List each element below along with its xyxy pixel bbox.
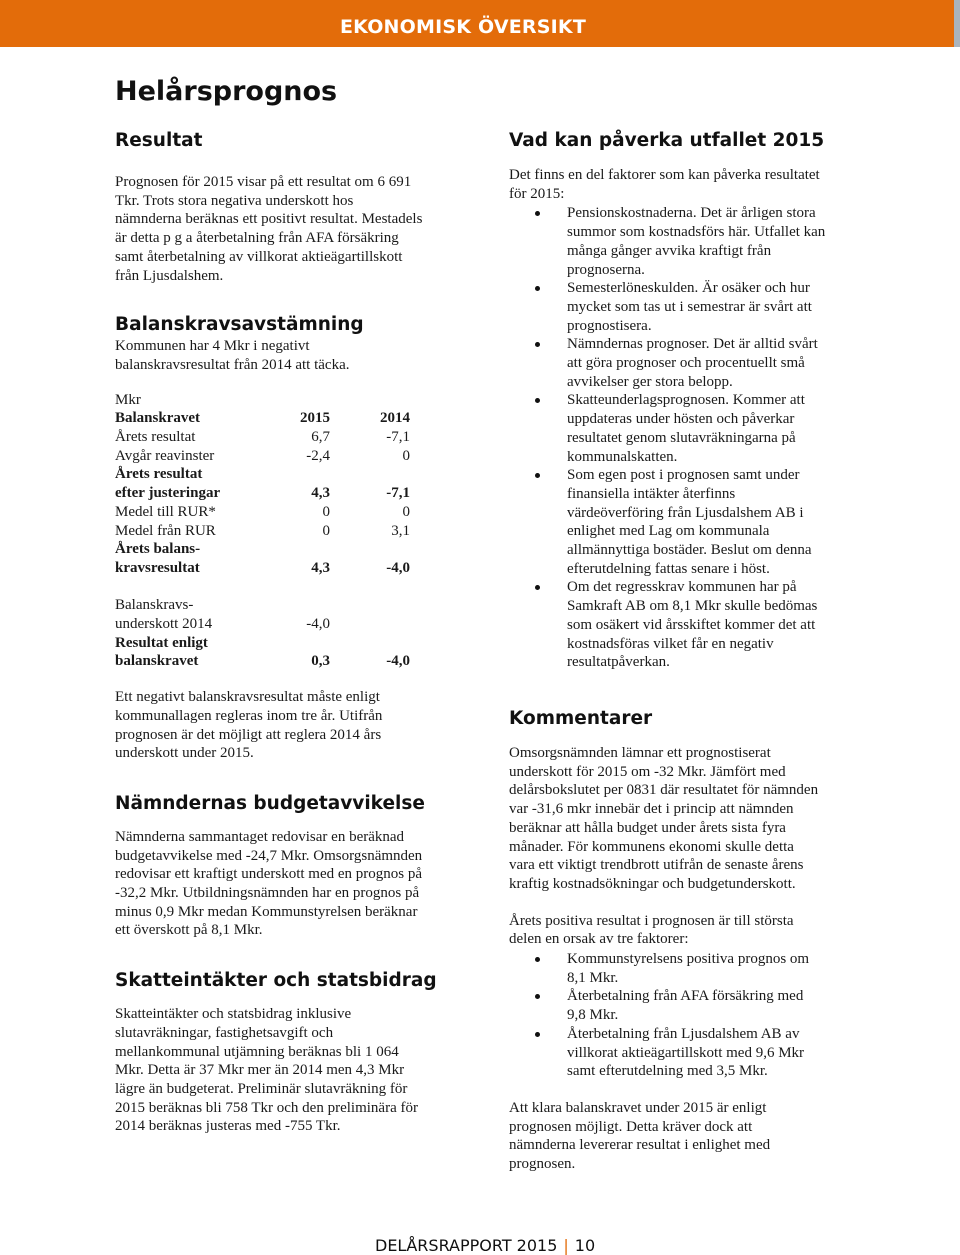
table-row	[115, 634, 410, 653]
text-line: 2014 beräknas justeras med -755 Tkr.	[115, 1118, 341, 1135]
table-row	[115, 447, 410, 466]
list-item-line: mycket som tas ut i semestrar är svårt att	[567, 298, 812, 315]
value-2014: -4,0	[386, 653, 410, 670]
value-2014: 2014	[380, 410, 410, 427]
after-table-text	[115, 688, 460, 763]
value-2015	[285, 596, 330, 615]
value-2014: -4,0	[386, 559, 410, 576]
value-2014	[330, 540, 410, 559]
list-item-line: Som egen post i prognosen samt under	[567, 467, 800, 484]
text-line: Att klara balanskravet under 2015 är enligt	[509, 1099, 767, 1116]
text-line: Skatteintäkter och statsbidrag inklusive	[115, 1006, 352, 1023]
text-line: beräknar att hålla budget under årets sista fyra	[509, 819, 786, 836]
list-item-line: Nämndernas prognoser. Det är alltid svårt	[567, 336, 818, 353]
bullet-icon	[535, 1032, 540, 1037]
row-label: Medel till RUR*	[115, 503, 216, 520]
list-item-line: Om det regresskrav kommunen har på	[567, 579, 797, 596]
row-label: underskott 2014	[115, 616, 213, 633]
bullet-icon	[535, 398, 540, 403]
list-item-line: Kommunstyrelsens positiva prognos om	[567, 951, 810, 968]
value-2014: -7,1	[386, 429, 410, 446]
value-2014	[330, 634, 410, 653]
table-row	[115, 465, 410, 484]
text-line: kraftig kostnadsökningar och budgetunderskott.	[509, 875, 796, 892]
text-line: lägre än budgeterat. Preliminär slutavräkning för	[115, 1081, 408, 1097]
list-item-line: Pensionskostnaderna. Det är årligen stora	[567, 205, 816, 222]
list-item-line: 8,1 Mkr.	[567, 969, 619, 986]
row-label: Årets resultat	[115, 466, 203, 483]
table-row	[115, 578, 410, 597]
row-label	[115, 578, 285, 597]
value-2015	[285, 578, 330, 597]
list-item-line: Återbetalning från Ljusdalshem AB av	[567, 1025, 800, 1042]
text-line: 2015 beräknas bli 758 Tkr och den preliminära för	[115, 1099, 418, 1116]
text-line: Tkr. Trots stora negativa underskott hos	[115, 192, 354, 209]
list-item-line: Skatteunderlagsprognosen. Kommer att	[567, 392, 805, 409]
row-label: Resultat enligt	[115, 634, 208, 651]
kommentarer-heading: Kommentarer	[509, 707, 653, 729]
list-item-line: kommunalskatten.	[567, 448, 678, 465]
left-column	[115, 130, 460, 1136]
list-item-line: summor som kostnadsförs här. Utfallet kan	[567, 224, 826, 241]
text-line: prognosen är det möjligt att reglera 2014 års	[115, 726, 382, 743]
value-2015: -4,0	[306, 616, 330, 633]
text-line: prognosen.	[509, 1156, 576, 1173]
text-line: var -31,6 mkr innebär det i princip att nämnden	[509, 801, 794, 818]
text-line: slutavräkningar, fastighetsavgift och	[115, 1024, 334, 1041]
resultat-heading: Resultat	[115, 130, 203, 151]
row-label: kravsresultat	[115, 559, 200, 576]
value-2014: -7,1	[386, 485, 410, 502]
text-line: nämnderna levererar resultat i enlighet med	[509, 1137, 771, 1154]
list-item	[509, 466, 854, 578]
row-label: Medel från RUR	[115, 522, 216, 539]
table-row	[115, 522, 410, 541]
text-line: Kommunen har 4 Mkr i negativt	[115, 338, 310, 355]
skatt-heading: Skatteintäkter och statsbidrag	[115, 970, 437, 992]
text-line: från Ljusdalshem.	[115, 267, 224, 284]
list-item-line: avvikelser ger stora belopp.	[567, 373, 733, 390]
kommentarer-para2	[509, 912, 854, 949]
table-row	[115, 615, 410, 634]
list-item-line: kostnadsföras vilket får en negativ	[567, 635, 774, 652]
list-item-line: prognostisera.	[567, 317, 652, 334]
text-line: delårsbokslutet per 0831 där resultatet för nämnden	[509, 782, 819, 799]
text-line: ett överskott på 8,1 Mkr.	[115, 922, 263, 939]
value-2014	[330, 465, 410, 484]
row-label: Balanskravs-	[115, 597, 194, 614]
row-label: efter justeringar	[115, 485, 221, 502]
row-label: Avgår reavinster	[115, 447, 215, 464]
resultat-text	[115, 173, 460, 285]
text-line: mellankommunal utjämning beräknas bli 1 064	[115, 1043, 399, 1060]
list-item	[509, 987, 854, 1024]
list-item-line: många gånger avvika kraftigt från	[567, 242, 772, 259]
row-label: Årets balans-	[115, 541, 201, 558]
text-line: Det finns en del faktorer som kan påverka resultatet	[509, 167, 820, 183]
text-line: kommunallagen regleras inom tre år. Utifrån	[115, 707, 383, 724]
text-line: Mkr. Detta är 37 Mkr mer än 2014 men 4,3 Mkr	[115, 1062, 405, 1079]
text-line: minus 0,9 Mkr medan Kommunstyrelsen beräknar	[115, 903, 418, 920]
table-row	[115, 503, 410, 522]
list-item	[509, 1025, 854, 1081]
list-item-line: som osäkert vid årsskiftet kommer det att	[567, 616, 816, 633]
value-2015: 0,3	[311, 653, 330, 670]
value-2015: 0	[322, 503, 330, 520]
text-line: Nämnderna sammantaget redovisar en beräknad	[115, 828, 405, 845]
value-2015: 6,7	[311, 429, 330, 446]
bullet-icon	[535, 473, 540, 478]
list-item	[509, 950, 854, 987]
value-2015: 2015	[300, 410, 330, 427]
row-label: Balanskravet	[115, 410, 201, 427]
text-line: underskott för 2015 om -32 Mkr. Jämfört med	[509, 763, 786, 780]
table-row	[115, 409, 410, 428]
table-row	[115, 652, 410, 671]
text-line: samt återbetalning av villkorat aktieägartillskott	[115, 248, 403, 265]
balans-table-block	[115, 391, 460, 672]
list-item-line: samt efterutdelning med 3,5 Mkr.	[567, 1063, 768, 1080]
bullet-icon	[535, 342, 540, 347]
list-item-line: allmännyttiga bostäder. Beslut om denna	[567, 542, 812, 559]
value-2014	[330, 596, 410, 615]
bullet-icon	[535, 211, 540, 216]
text-line: redovisar ett kraftigt underskott med en prognos på	[115, 866, 423, 883]
value-2015: 4,3	[311, 559, 330, 576]
list-item-line: efterutdelning fattas senare i höst.	[567, 560, 770, 577]
text-line: underskott under 2015.	[115, 745, 254, 762]
table-unit: Mkr	[115, 391, 141, 408]
page-title: Helårsprognos	[115, 76, 338, 107]
value-2015	[285, 634, 330, 653]
text-line: månader. För kommunens ekonomi skulle detta	[509, 838, 794, 855]
namnd-text	[115, 828, 460, 940]
text-line: Ett negativt balanskravsresultat måste enligt	[115, 689, 380, 706]
bullet-icon	[535, 286, 540, 291]
balans-text	[115, 337, 460, 374]
value-2014: 0	[402, 447, 410, 464]
section-title: EKONOMISK ÖVERSIKT	[339, 16, 586, 38]
paverka-heading: Vad kan påverka utfallet 2015	[509, 130, 825, 151]
text-line: -32,2 Mkr. Utbildningsnämnden har en prognos på	[115, 885, 420, 902]
right-column	[509, 130, 854, 1174]
paverka-list	[509, 204, 854, 672]
list-item-line: uppdateras under hösten och påverkar	[567, 411, 795, 428]
text-line: delen en orsak av tre faktorer:	[509, 931, 689, 948]
value-2015: 0	[322, 522, 330, 539]
value-2015	[285, 465, 330, 484]
list-item	[509, 391, 854, 466]
list-item-line: Samkraft AB om 8,1 Mkr skulle bedömas	[567, 598, 818, 615]
namnd-heading: Nämndernas budgetavvikelse	[115, 792, 425, 814]
list-item-line: att göra prognoser och procentuellt små	[567, 355, 805, 372]
list-item-line: 9,8 Mkr.	[567, 1007, 619, 1024]
value-2014: 0	[402, 503, 410, 520]
kommentarer-para1	[509, 744, 854, 894]
list-item-line: enlighet med Lag om kommunala	[567, 523, 770, 540]
table-row	[115, 428, 410, 447]
paverka-intro	[509, 166, 854, 203]
value-2015	[285, 540, 330, 559]
text-line: vara ett viktigt trendbrott utifrån de senaste årens	[509, 857, 804, 874]
list-item	[509, 279, 854, 335]
header-edge	[954, 0, 960, 47]
list-item	[509, 335, 854, 391]
table-row	[115, 596, 410, 615]
value-2014: 3,1	[391, 522, 410, 539]
table-row	[115, 559, 410, 578]
list-item-line: Återbetalning från AFA försäkring med	[567, 988, 804, 1005]
kommentarer-list	[509, 950, 854, 1081]
text-line: Omsorgsnämnden lämnar ett prognostiserat	[509, 744, 771, 761]
text-line: Prognosen för 2015 visar på ett resultat om 6 691	[115, 174, 412, 190]
list-item-line: resultatet genom slutavräkningarna på	[567, 429, 796, 446]
text-line: budgetavvikelse med -24,7 Mkr. Omsorgsnämnden	[115, 847, 423, 864]
list-item-line: Semesterlöneskulden. Är osäker och hur	[567, 280, 810, 297]
kommentarer-para3	[509, 1099, 854, 1174]
balans-heading: Balanskravsavstämning	[115, 314, 364, 336]
footer-separator: |	[563, 1236, 569, 1255]
list-item-line: prognoserna.	[567, 261, 645, 278]
text-line: Årets positiva resultat i prognosen är till största	[509, 912, 794, 929]
value-2015: -2,4	[306, 447, 330, 464]
text-line: är detta p g a återbetalning från AFA försäkring	[115, 230, 399, 247]
value-2015: 4,3	[311, 485, 330, 502]
list-item-line: värdeöverföring från Ljusdalshem AB i	[567, 504, 804, 521]
table-row	[115, 540, 410, 559]
bullet-icon	[535, 957, 540, 962]
value-2014	[330, 578, 410, 597]
list-item	[509, 204, 854, 279]
page-number: 10	[574, 1236, 596, 1255]
table-row	[115, 484, 410, 503]
footer-label: DELÅRSRAPPORT 2015	[375, 1236, 558, 1255]
balans-table	[115, 409, 410, 671]
text-line: nämnderna beräknas ett positivt resultat. Mestadels	[115, 211, 423, 228]
row-label: balanskravet	[115, 653, 199, 670]
row-label: Årets resultat	[115, 429, 196, 446]
bullet-icon	[535, 585, 540, 590]
list-item-line: resultatpåverkan.	[567, 654, 670, 671]
text-line: för 2015:	[509, 185, 565, 202]
text-line: prognosen möjligt. Detta kräver dock att	[509, 1118, 753, 1135]
list-item-line: villkorat aktieägartillskott med 9,6 Mkr	[567, 1044, 805, 1061]
value-2014	[330, 615, 410, 634]
skatt-text	[115, 1005, 460, 1136]
text-line: balanskravsresultat från 2014 att täcka.	[115, 356, 350, 373]
bullet-icon	[535, 994, 540, 999]
list-item	[509, 578, 854, 672]
page-footer	[375, 1236, 595, 1255]
list-item-line: finansiella intäkter återfinns	[567, 485, 736, 502]
